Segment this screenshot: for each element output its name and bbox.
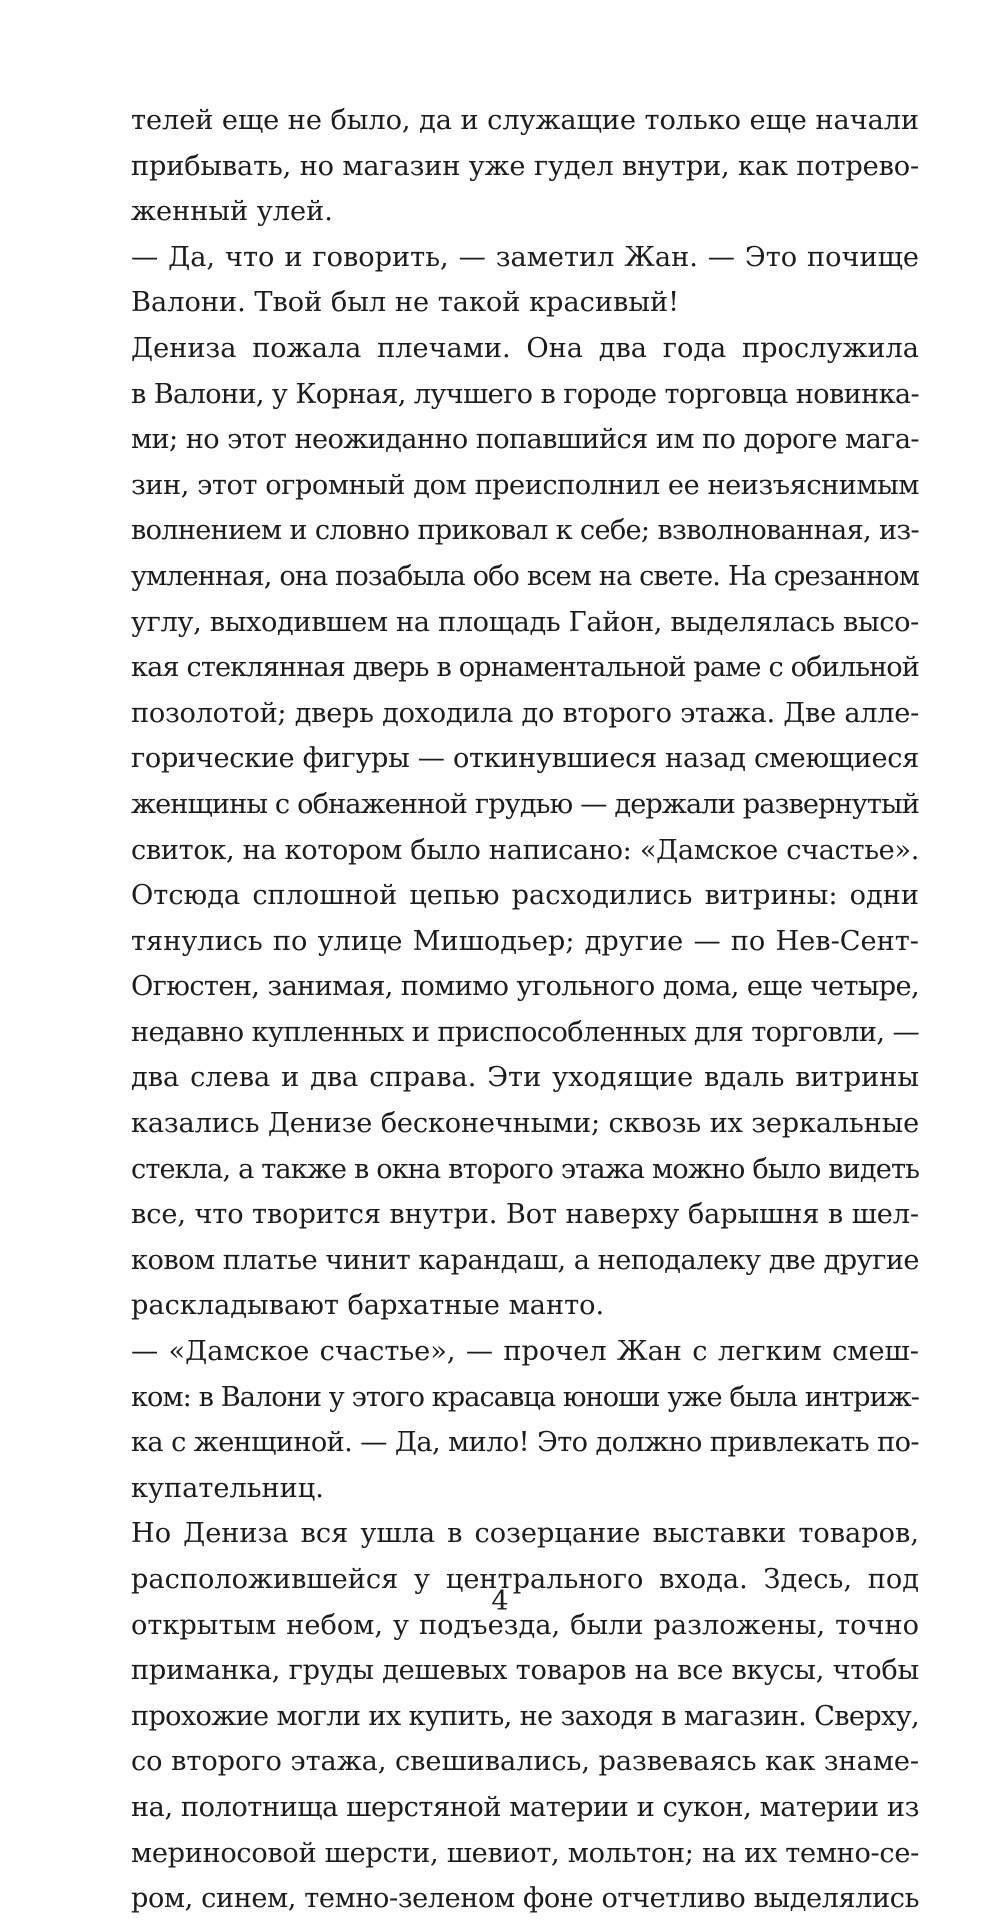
text-line: прохожие могли их купить, не заходя в магазин. Сверху,	[131, 1700, 919, 1732]
text-line: волнением и словно приковал к себе; взволнованная, из-	[131, 515, 919, 547]
page-number: 4	[491, 1586, 509, 1617]
text-line: ка с женщиной. — Да, мило! Это должно привлекать по-	[131, 1427, 919, 1459]
text-line: стекла, а также в окна второго этажа можно было видеть	[131, 1153, 919, 1185]
body-text	[131, 98, 919, 1922]
text-line: со второго этажа, свешивались, развеваясь как знаме-	[131, 1746, 919, 1778]
text-line: кая стеклянная дверь в орнаментальной раме с обильной	[131, 652, 919, 684]
text-line: приманка, груды дешевых товаров на все вкусы, чтобы	[131, 1655, 919, 1687]
text-line: зин, этот огромный дом преисполнил ее неизъяснимым	[131, 469, 919, 501]
text-line: мериносовой шерсти, шевиот, мольтон; на их темно-се-	[131, 1837, 919, 1869]
text-line: свиток, на котором было написано: «Дамское счастье».	[131, 834, 919, 866]
text-line: Дениза пожала плечами. Она два года прослужила	[131, 332, 919, 364]
text-line: Валони. Твой был не такой красивый!	[131, 287, 680, 319]
text-line: ком: в Валони у этого красавца юноши уже была интриж-	[131, 1381, 919, 1413]
text-line: недавно купленных и приспособленных для торговли, —	[131, 1016, 919, 1048]
text-line: женный улей.	[131, 196, 333, 228]
text-line: позолотой; дверь доходила до второго этажа. Две алле-	[131, 697, 919, 729]
text-line: углу, выходившем на площадь Гайон, выделялась высо-	[131, 606, 919, 638]
text-line: умленная, она позабыла обо всем на свете. На срезанном	[131, 560, 919, 592]
text-line: ковом платье чинит карандаш, а неподалеку две другие	[131, 1244, 919, 1276]
text-line: на, полотнища шерстяной материи и сукон, материи из	[131, 1791, 919, 1823]
text-line: ми; но этот неожиданно попавшийся им по дороге мага-	[131, 424, 919, 456]
text-line: Отсюда сплошной цепью расходились витрины: одни	[131, 880, 919, 912]
text-line: ром, синем, темно-зеленом фоне отчетливо выделялись	[131, 1883, 919, 1915]
text-line: купательниц.	[131, 1472, 324, 1504]
text-line: открытым небом, у подъезда, были разложены, точно	[131, 1609, 919, 1641]
text-line: прибывать, но магазин уже гудел внутри, как потрево-	[131, 150, 919, 182]
text-line: Но Дениза вся ушла в созерцание выставки товаров,	[131, 1518, 919, 1550]
text-line: телей еще не было, да и служащие только еще начали	[131, 105, 919, 136]
text-line: тянулись по улице Мишодьер; другие — по Нев-Сент-	[131, 925, 919, 957]
text-line: в Валони, у Корная, лучшего в городе торговца новинка-	[131, 378, 919, 410]
text-line: казались Денизе бесконечными; сквозь их зеркальные	[131, 1108, 919, 1140]
text-line: Огюстен, занимая, помимо угольного дома, еще четыре,	[131, 971, 919, 1003]
text-line: горические фигуры — откинувшиеся назад смеющиеся	[131, 743, 919, 775]
text-line: раскладывают бархатные манто.	[131, 1290, 605, 1322]
text-line: женщины с обнаженной грудью — держали развернутый	[131, 788, 919, 820]
text-line: — Да, что и говорить, — заметил Жан. — Это почище	[131, 241, 919, 273]
text-line: расположившейся у центрального входа. Здесь, под	[131, 1564, 919, 1595]
text-line: два слева и два справа. Эти уходящие вдаль витрины	[131, 1062, 919, 1094]
text-line: все, что творится внутри. Вот наверху барышня в шел-	[131, 1199, 919, 1231]
text-line: — «Дамское счастье», — прочел Жан с легким смеш-	[131, 1336, 919, 1368]
